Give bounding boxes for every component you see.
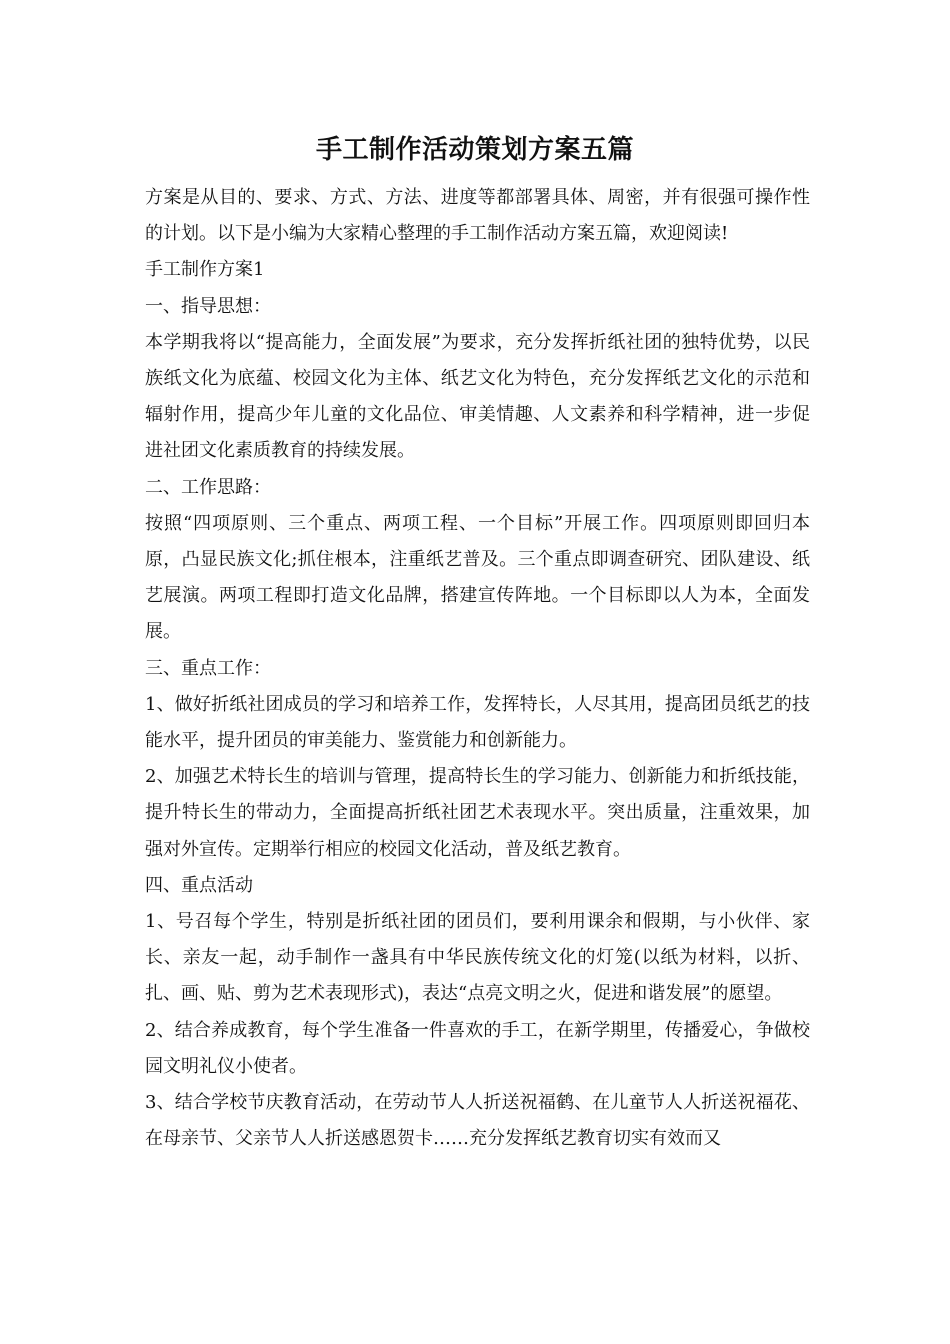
subheading: 一、指导思想：	[145, 295, 271, 317]
list-item: 2、结合养成教育，每个学生准备一件喜欢的手工，在新学期里，传播爱心，争做校园文明礼仪小使者。	[145, 1019, 810, 1077]
subheading: 四、重点活动	[145, 874, 253, 896]
section-heading: 手工制作方案1	[145, 259, 265, 281]
intro-paragraph: 方案是从目的、要求、方式、方法、进度等都部署具体、周密，并有很强可操作性的计划。以下是小编为大家精心整理的手工制作活动方案五篇，欢迎阅读!	[145, 187, 810, 245]
document-title: 手工制作活动策划方案五篇	[315, 135, 634, 165]
list-item: 1、号召每个学生，特别是折纸社团的团员们，要利用课余和假期，与小伙伴、家长、亲友一起，动手制作一盏具有中华民族传统文化的灯笼(以纸为材料，以折、扎、画、贴、剪为艺术表现形式)，表达“点亮文明之火，促进和谐发展”的愿望。	[145, 911, 810, 1005]
subheading: 二、工作思路：	[145, 476, 271, 498]
subheading: 三、重点工作：	[145, 657, 271, 679]
paragraph: 本学期我将以“提高能力，全面发展”为要求，充分发挥折纸社团的独特优势，以民族纸文化为底蕴、校园文化为主体、纸艺文化为特色，充分发挥纸艺文化的示范和辐射作用，提高少年儿童的文化品位、审美情趣、人文素养和科学精神，进一步促进社团文化素质教育的持续发展。	[145, 331, 810, 462]
list-item: 1、做好折纸社团成员的学习和培养工作，发挥特长，人尽其用，提高团员纸艺的技能水平，提升团员的审美能力、鉴赏能力和创新能力。	[145, 693, 810, 752]
list-item: 3、结合学校节庆教育活动，在劳动节人人折送祝福鹤、在儿童节人人折送祝福花、在母亲节、父亲节人人折送感恩贺卡……充分发挥纸艺教育切实有效而又	[145, 1092, 810, 1150]
list-item: 2、加强艺术特长生的培训与管理，提高特长生的学习能力、创新能力和折纸技能，提升特长生的带动力，全面提高折纸社团艺术表现水平。突出质量，注重效果，加强对外宣传。定期举行相应的校园文化活动，普及纸艺教育。	[145, 766, 810, 860]
paragraph: 按照“四项原则、三个重点、两项工程、一个目标”开展工作。四项原则即回归本原，凸显民族文化;抓住根本，注重纸艺普及。三个重点即调查研究、团队建设、纸艺展演。两项工程即打造文化品牌，搭建宣传阵地。一个目标即以人为本，全面发展。	[145, 512, 810, 643]
document-body	[145, 180, 810, 1157]
